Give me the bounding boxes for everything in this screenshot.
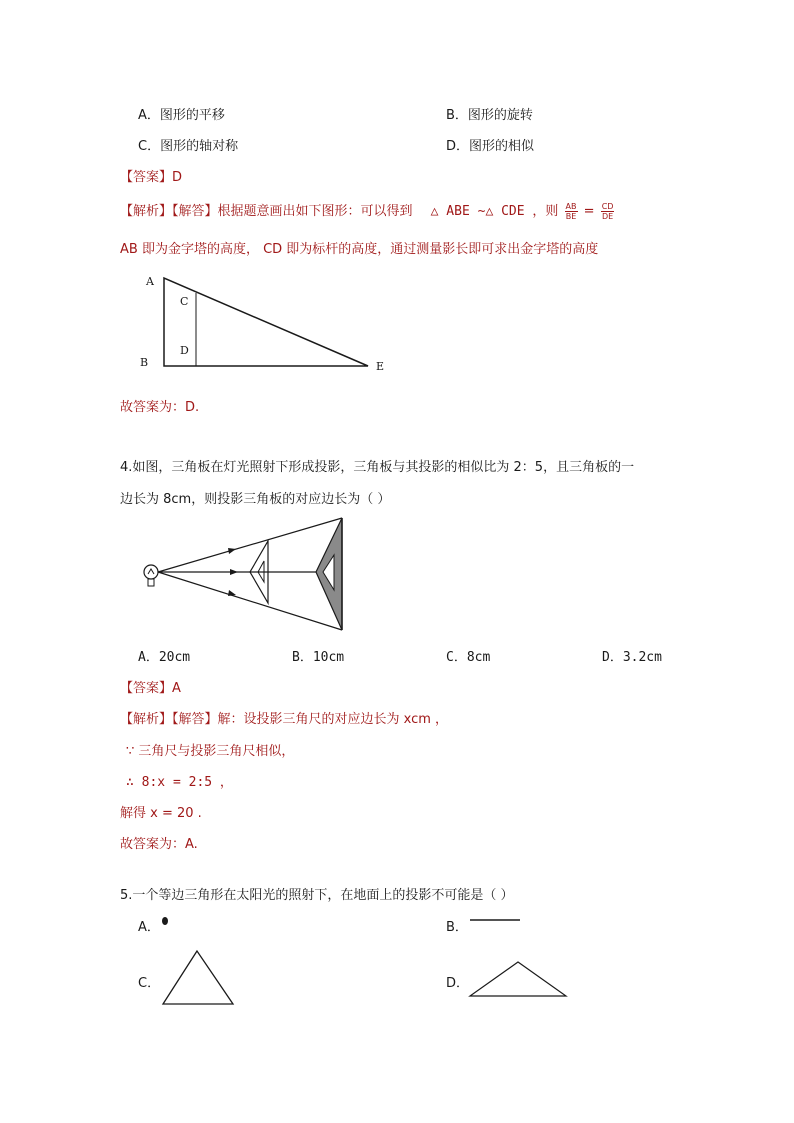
lamp-icon xyxy=(144,565,158,579)
q4-option-c: C．8cm xyxy=(446,650,491,665)
q3-fraction-cd-de: $\frac{CD}{DE}$ xyxy=(601,202,614,221)
q5-segment-figure xyxy=(468,914,524,926)
q5-obtuse-figure xyxy=(468,958,570,1000)
arrow-icon xyxy=(230,569,238,575)
q3-conclusion: 故答案为：D. xyxy=(120,400,200,415)
q4-analysis-line3: ∴ 8:x = 2:5 ， xyxy=(126,775,233,790)
q3-equals: = xyxy=(583,204,595,219)
q5-stem: 5.一个等边三角形在太阳光的照射下，在地面上的投影不可能是（ ） xyxy=(120,888,514,903)
q5-option-c: C． xyxy=(138,976,161,991)
q4-option-a: A．20cm xyxy=(138,650,191,665)
dot-shape xyxy=(162,917,168,925)
q5-option-d: D． xyxy=(446,976,470,991)
arrow-icon xyxy=(228,590,236,596)
q4-projection-figure xyxy=(138,512,358,634)
q3-pyramid-figure xyxy=(140,270,400,380)
arrow-icon xyxy=(228,548,236,554)
obtuse-triangle-shape xyxy=(470,962,566,996)
label-d: D xyxy=(180,344,189,357)
q3-option-c: C．图形的轴对称 xyxy=(138,139,239,154)
label-c: C xyxy=(180,295,189,308)
label-b: B xyxy=(140,356,149,369)
q3-option-d: D．图形的相似 xyxy=(446,139,535,154)
q5-equilateral-figure xyxy=(160,948,238,1008)
label-a: A xyxy=(146,275,154,288)
q3-option-b: B．图形的旋转 xyxy=(446,108,533,123)
q3-analysis-line2: AB 即为金字塔的高度， CD 即为标杆的高度，通过测量影长即可求出金字塔的高度 xyxy=(120,242,599,257)
q3-analysis-line1 xyxy=(120,200,616,221)
label-e: E xyxy=(376,360,385,373)
q5-option-a: A． xyxy=(138,920,160,935)
q3-option-a: A．图形的平移 xyxy=(138,108,225,123)
q4-analysis-line4: 解得 x = 20 . xyxy=(120,806,202,821)
q4-option-b: B．10cm xyxy=(292,650,345,665)
equilateral-triangle-shape xyxy=(163,951,233,1004)
q4-stem-line1: 4.如图，三角板在灯光照射下形成投影，三角板与其投影的相似比为 2：5，且三角板的一 xyxy=(120,460,635,475)
q4-conclusion: 故答案为：A. xyxy=(120,837,198,852)
q4-analysis-line2: ∵ 三角尺与投影三角尺相似， xyxy=(126,744,295,759)
q4-analysis-line1: 【解析】【解答】解：设投影三角尺的对应边长为 xcm ， xyxy=(120,712,449,727)
q3-fraction-ab-be: $\frac{AB}{BE}$ xyxy=(565,202,577,221)
q5-dot-figure xyxy=(160,914,172,928)
q3-analysis-prefix: 【解析】【解答】根据题意画出如下图形：可以得到 xyxy=(120,204,413,219)
q3-similar-expr: △ ABE ~△ CDE ，则 xyxy=(430,204,559,219)
q5-option-b: B． xyxy=(446,920,468,935)
q3-answer: 【答案】D xyxy=(120,170,183,185)
q4-stem-line2: 边长为 8cm，则投影三角板的对应边长为（ ） xyxy=(120,492,391,507)
q4-option-d: D．3.2cm xyxy=(602,650,662,665)
q4-answer: 【答案】A xyxy=(120,681,181,696)
triangle-abe xyxy=(164,278,368,366)
